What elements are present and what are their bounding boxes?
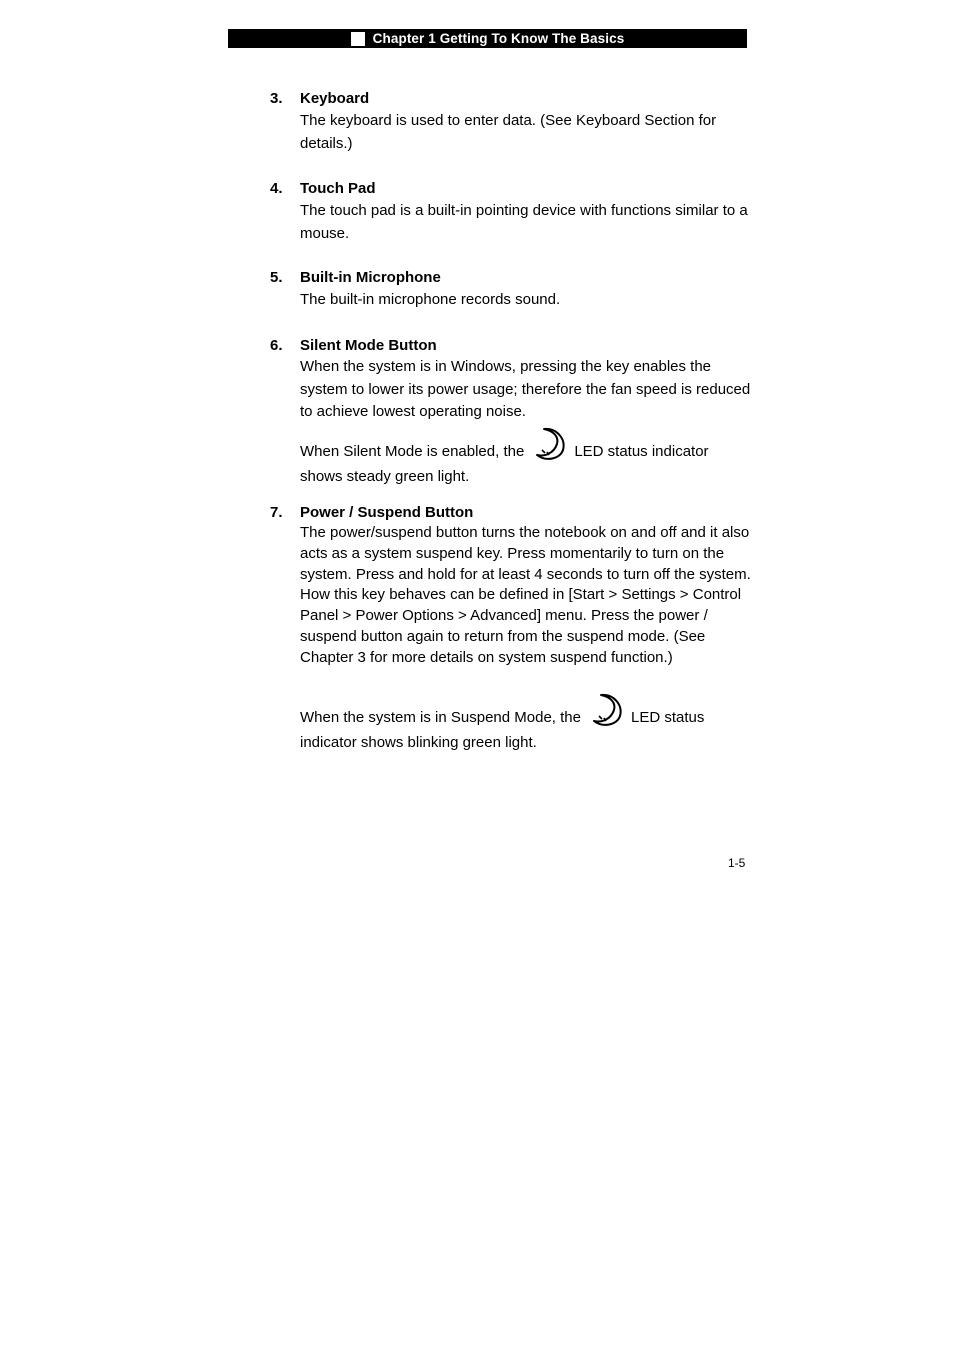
item-description: The built-in microphone records sound.	[300, 291, 561, 308]
led-status-note	[300, 692, 752, 752]
header-square-icon	[351, 32, 365, 46]
chapter-title: Chapter 1 Getting To Know The Basics	[372, 31, 625, 46]
note-text-before: When Silent Mode is enabled, the	[300, 443, 525, 460]
item-number: 4.	[270, 180, 283, 197]
item-title: Built-in Microphone	[300, 269, 441, 286]
item-number: 5.	[270, 269, 283, 286]
page-number: 1-5	[728, 856, 746, 870]
item-number: 7.	[270, 504, 283, 521]
item-number: 6.	[270, 337, 283, 354]
led-status-note	[300, 426, 752, 486]
note-text-after: LED status indicator shows steady green light.	[300, 443, 709, 485]
moon-icon	[532, 426, 568, 467]
moon-icon	[589, 692, 625, 733]
note-text-after: LED status indicator shows blinking green light.	[300, 709, 705, 751]
item-description: The touch pad is a built-in pointing device with functions similar to a mouse.	[300, 202, 748, 242]
item-title: Touch Pad	[300, 180, 376, 197]
item-description: The keyboard is used to enter data. (See Keyboard Section for details.)	[300, 112, 717, 152]
item-number: 3.	[270, 90, 283, 107]
item-description: The power/suspend button turns the notebook on and off and it also acts as a system suspend key. Press momentarily to turn on the system. Press and hold for at least 4 seconds to turn off the system. How this key behaves can be defined in [Start > Settings > Control Panel > Power Options > Advanced] menu. Press the power / suspend button again to return from the suspend mode. (See Chapter 3 for more details on system suspend function.)	[300, 524, 751, 666]
item-title: Silent Mode Button	[300, 337, 437, 354]
note-text-before: When the system is in Suspend Mode, the	[300, 709, 581, 726]
item-title: Keyboard	[300, 90, 370, 107]
item-description: When the system is in Windows, pressing the key enables the system to lower its power usage; therefore the fan speed is reduced to achieve lowest operating noise.	[300, 358, 751, 420]
chapter-header-bar	[228, 29, 747, 48]
item-title: Power / Suspend Button	[300, 504, 474, 521]
